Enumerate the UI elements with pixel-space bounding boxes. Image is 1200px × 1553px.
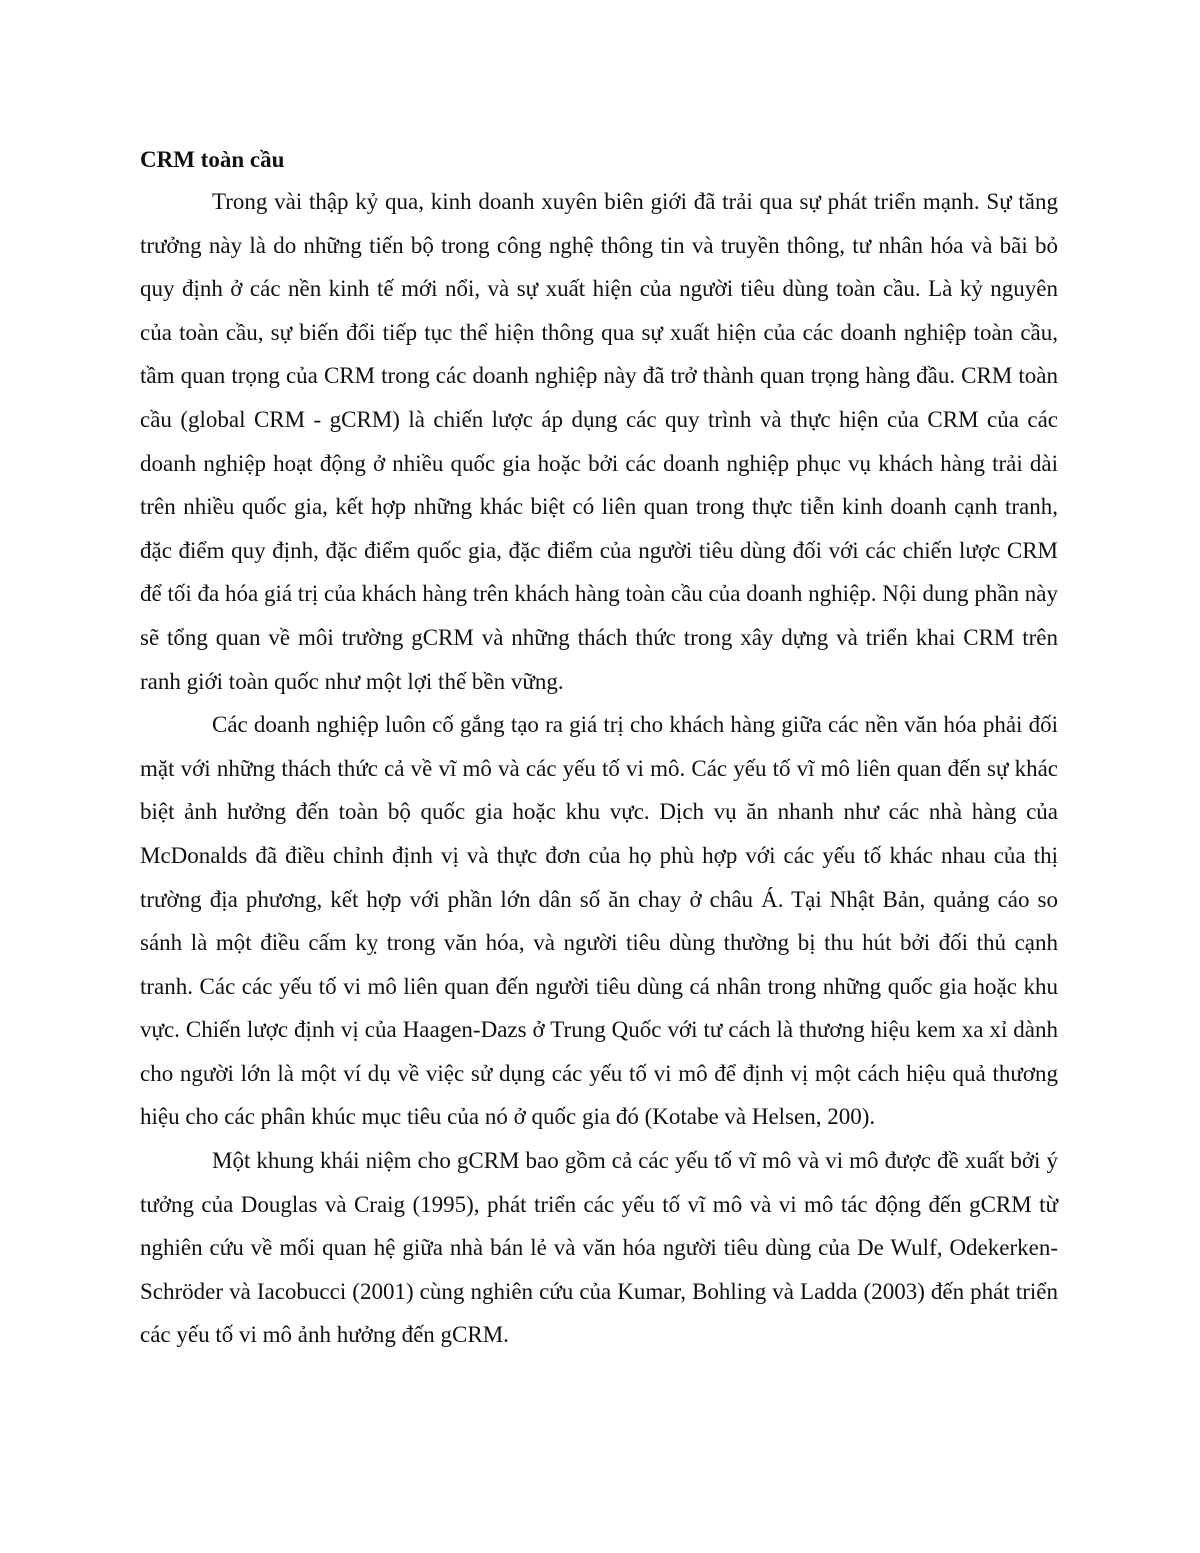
section-heading: CRM toàn cầu: [140, 147, 285, 172]
document-body: [140, 140, 1058, 1357]
paragraph-global-crm-intro: Trong vài thập kỷ qua, kinh doanh xuyên biên giới đã trải qua sự phát triển mạnh. Sự tăng trưởng này là do những tiến bộ trong công nghệ thông tin và truyền thông, tư nhân hóa và bãi bỏ quy định ở các nền kinh tế mới nổi, và sự xuất hiện của người tiêu dùng toàn cầu. Là kỷ nguyên của toàn cầu, sự biến đổi tiếp tục thể hiện thông qua sự xuất hiện của các doanh nghiệp toàn cầu, tầm quan trọng của CRM trong các doanh nghiệp này đã trở thành quan trọng hàng đầu. CRM toàn cầu (global CRM - gCRM) là chiến lược áp dụng các quy trình và thực hiện của CRM của các doanh nghiệp hoạt động ở nhiều quốc gia hoặc bởi các doanh nghiệp phục vụ khách hàng trải dài trên nhiều quốc gia, kết hợp những khác biệt có liên quan trong thực tiễn kinh doanh cạnh tranh, đặc điểm quy định, đặc điểm quốc gia, đặc điểm của người tiêu dùng đối với các chiến lược CRM để tối đa hóa giá trị của khách hàng trên khách hàng toàn cầu của doanh nghiệp. Nội dung phần này sẽ tổng quan về môi trường gCRM và những thách thức trong xây dựng và triển khai CRM trên ranh giới toàn quốc như một lợi thế bền vững.: [140, 189, 1058, 694]
paragraph-macro-micro-factors: Các doanh nghiệp luôn cố gắng tạo ra giá trị cho khách hàng giữa các nền văn hóa phải đối mặt với những thách thức cả về vĩ mô và các yếu tố vi mô. Các yếu tố vĩ mô liên quan đến sự khác biệt ảnh hưởng đến toàn bộ quốc gia hoặc khu vực. Dịch vụ ăn nhanh như các nhà hàng của McDonalds đã điều chỉnh định vị và thực đơn của họ phù hợp với các yếu tố khác nhau của thị trường địa phương, kết hợp với phần lớn dân số ăn chay ở châu Á. Tại Nhật Bản, quảng cáo so sánh là một điều cấm kỵ trong văn hóa, và người tiêu dùng thường bị thu hút bởi đối thủ cạnh tranh. Các các yếu tố vi mô liên quan đến người tiêu dùng cá nhân trong những quốc gia hoặc khu vực. Chiến lược định vị của Haagen-Dazs ở Trung Quốc với tư cách là thương hiệu kem xa xỉ dành cho người lớn là một ví dụ về việc sử dụng các yếu tố vi mô để định vị một cách hiệu quả thương hiệu cho các phân khúc mục tiêu của nó ở quốc gia đó (Kotabe và Helsen, 200).: [140, 712, 1058, 1130]
paragraph-conceptual-framework: Một khung khái niệm cho gCRM bao gồm cả các yếu tố vĩ mô và vi mô được đề xuất bởi ý tưởng của Douglas và Craig (1995), phát triển các yếu tố vĩ mô và vi mô tác động đến gCRM từ nghiên cứu về mối quan hệ giữa nhà bán lẻ và văn hóa người tiêu dùng của De Wulf, Odekerken-Schröder và Iacobucci (2001) cùng nghiên cứu của Kumar, Bohling và Ladda (2003) đến phát triển các yếu tố vi mô ảnh hưởng đến gCRM.: [140, 1148, 1058, 1348]
